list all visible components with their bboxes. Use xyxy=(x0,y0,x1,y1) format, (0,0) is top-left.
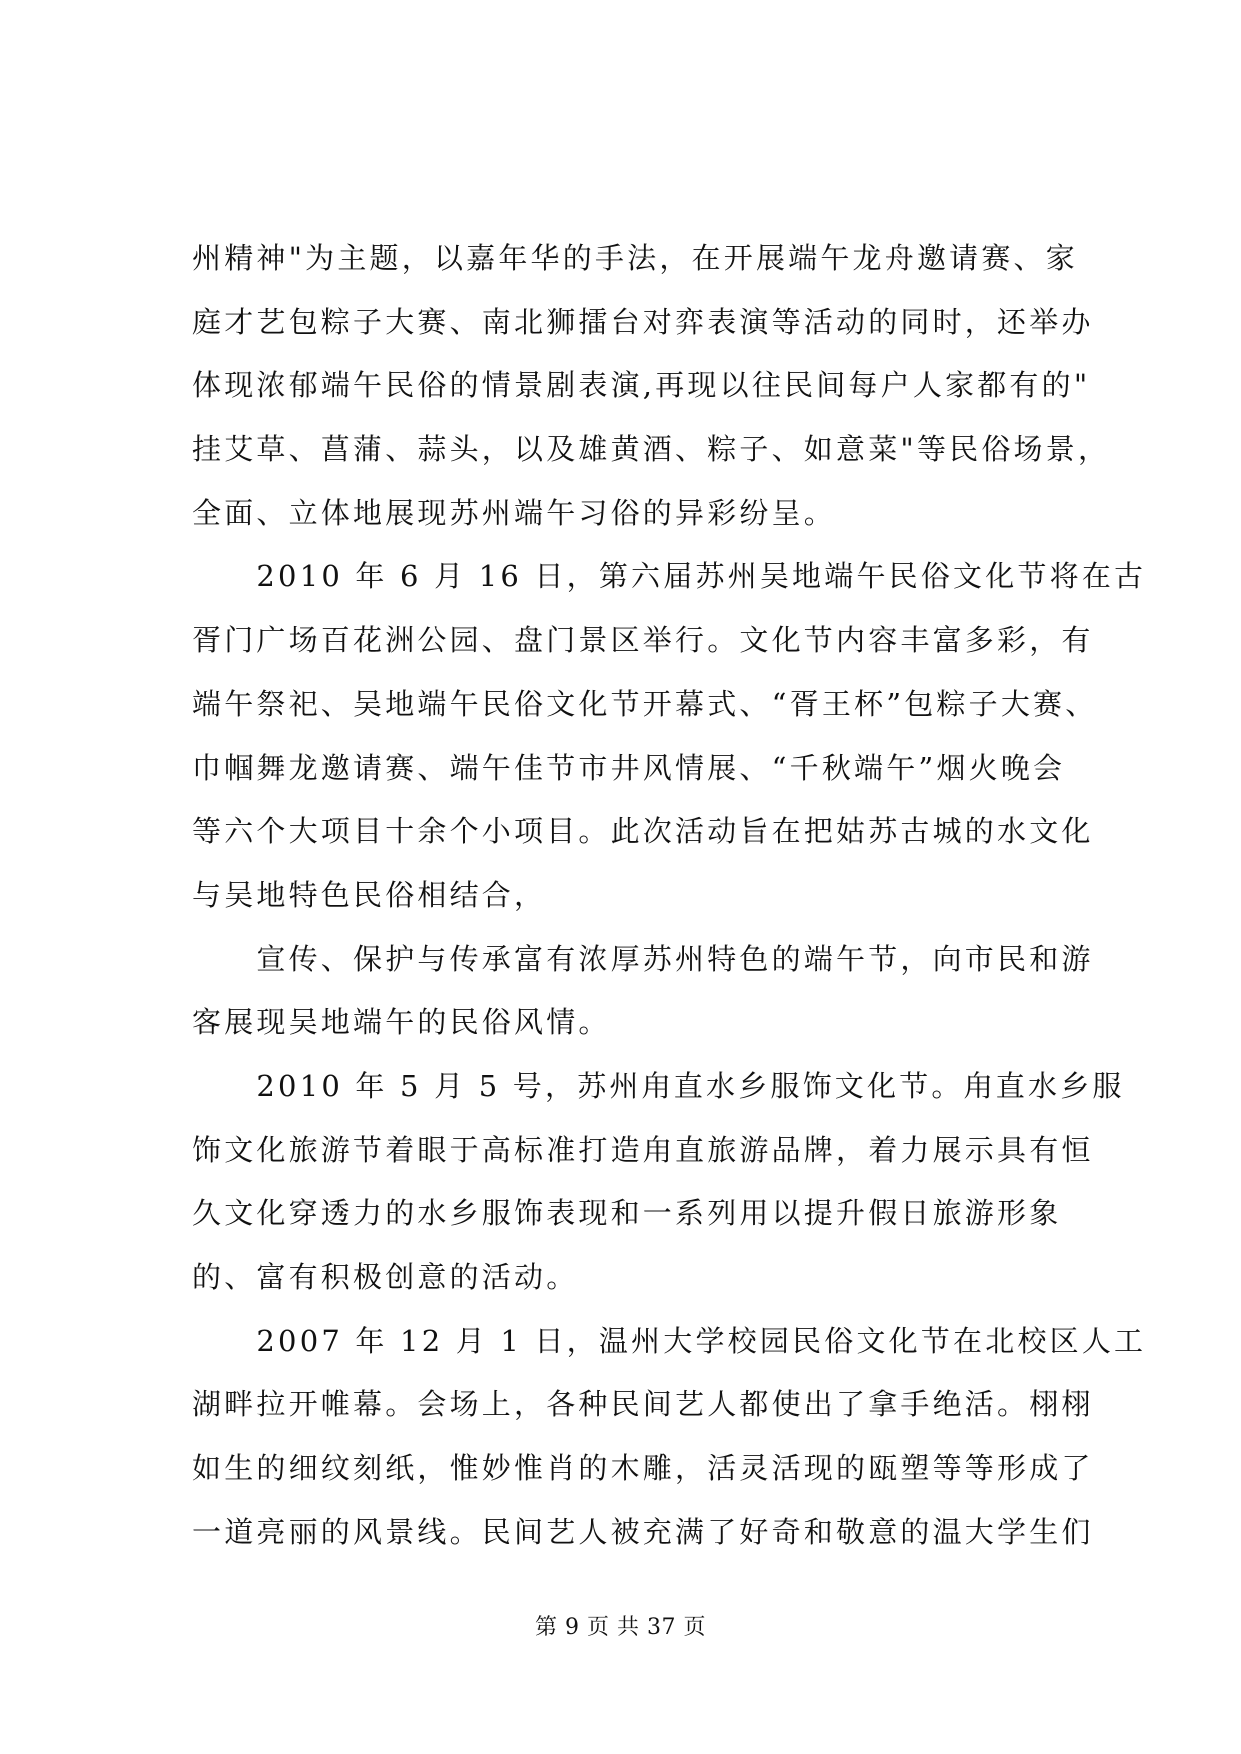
text-line: 全面、立体地展现苏州端午习俗的异彩纷呈。 xyxy=(192,495,837,530)
text-line: 的、富有积极创意的活动。 xyxy=(192,1260,579,1294)
text-line: 一道亮丽的风景线。民间艺人被充满了好奇和敬意的温大学生们 xyxy=(192,1514,1094,1549)
document-body xyxy=(192,227,1147,1564)
text-line: 与吴地特色民俗相结合， xyxy=(192,877,547,912)
text-line: 2010 年 6 月 16 日，第六届苏州吴地端午民俗文化节将在古 xyxy=(192,559,1147,594)
text-line: 胥门广场百花洲公园、盘门景区举行。文化节内容丰富多彩，有 xyxy=(192,623,1094,658)
text-line: 庭才艺包粽子大赛、南北狮擂台对弈表演等活动的同时，还举办 xyxy=(192,304,1094,339)
text-line: 挂艾草、菖蒲、蒜头，以及雄黄酒、粽子、如意菜"等民俗场景， xyxy=(192,432,1111,467)
text-line: 2010 年 5 月 5 号，苏州甪直水乡服饰文化节。甪直水乡服 xyxy=(192,1068,1125,1103)
text-line: 湖畔拉开帷幕。会场上，各种民间艺人都使出了拿手绝活。栩栩 xyxy=(192,1387,1094,1422)
text-line: 2007 年 12 月 1 日，温州大学校园民俗文化节在北校区人工 xyxy=(192,1323,1147,1358)
text-line: 州精神"为主题，以嘉年华的手法，在开展端午龙舟邀请赛、家 xyxy=(192,241,1078,275)
text-line: 体现浓郁端午民俗的情景剧表演,再现以往民间每户人家都有的" xyxy=(192,368,1091,403)
text-line: 宣传、保护与传承富有浓厚苏州特色的端午节，向市民和游 xyxy=(192,941,1094,976)
text-line: 久文化穿透力的水乡服饰表现和一系列用以提升假日旅游形象 xyxy=(192,1196,1062,1231)
text-line: 等六个大项目十余个小项目。此次活动旨在把姑苏古城的水文化 xyxy=(192,814,1094,849)
text-line: 巾帼舞龙邀请赛、端午佳节市井风情展、“千秋端午”烟火晚会 xyxy=(192,750,1066,785)
text-line: 如生的细纹刻纸，惟妙惟肖的木雕，活灵活现的瓯塑等等形成了 xyxy=(192,1451,1094,1486)
text-line: 端午祭祀、吴地端午民俗文化节开幕式、“胥王杯”包粽子大赛、 xyxy=(192,686,1098,721)
text-line: 客展现吴地端午的民俗风情。 xyxy=(192,1005,611,1040)
text-line: 饰文化旅游节着眼于高标准打造甪直旅游品牌，着力展示具有恒 xyxy=(192,1132,1094,1167)
page-number-footer: 第 9 页 共 37 页 xyxy=(535,1615,706,1640)
